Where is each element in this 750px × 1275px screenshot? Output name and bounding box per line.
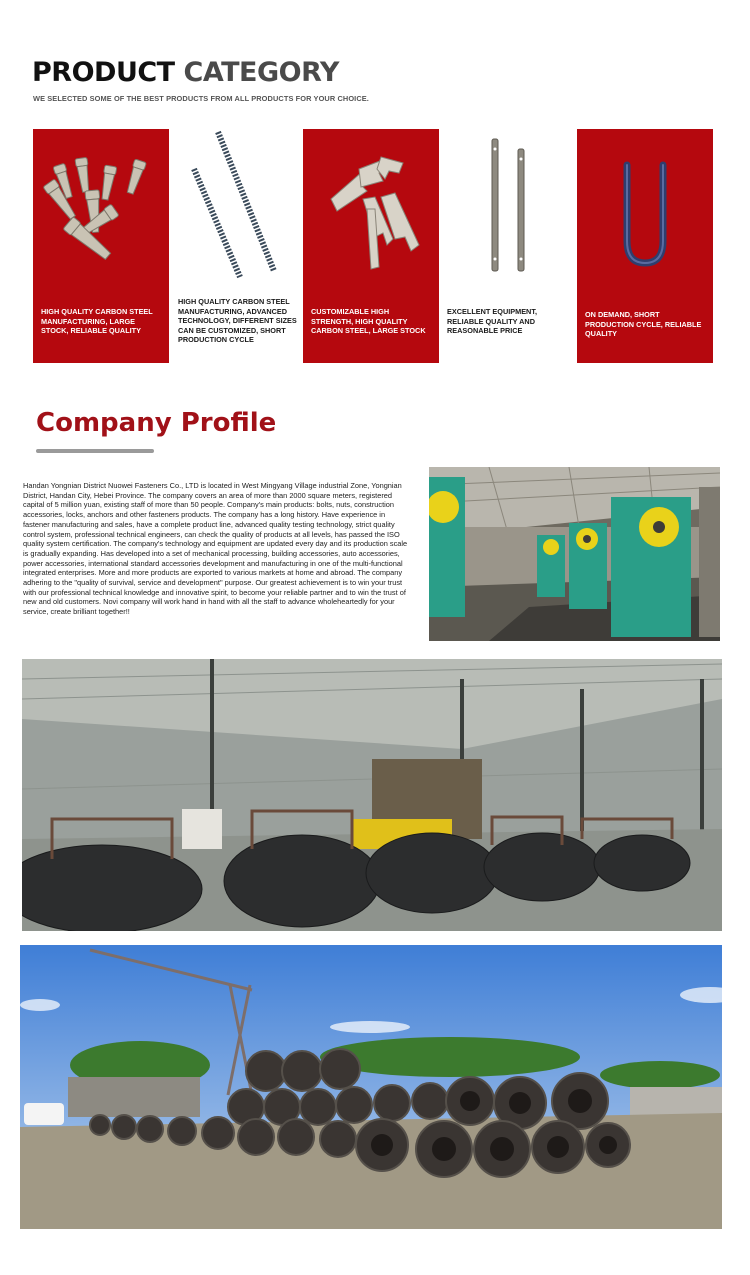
- u-bolt-image: [577, 129, 713, 294]
- product-card-2[interactable]: [170, 129, 306, 363]
- flat-ties-image: [439, 129, 575, 294]
- title-word-category: CATEGORY: [183, 57, 339, 88]
- outdoor-coils-photo: [20, 945, 722, 1229]
- product-caption-3: CUSTOMIZABLE HIGH STRENGTH, HIGH QUALITY CARBON STEEL, LARGE STOCK: [311, 307, 426, 335]
- company-description: Handan Yongnian District Nuowei Fasteners Co., LTD is located in West Mingyang Village industrial Zone, Yongnian District, Handan City, Hebei Province. The company covers an area of more than 2000 square meters, registered capital of 5 million yuan, existing staff of more than 50 people. Company's main products: bolts, nuts, construction accessories, locks, anchors and other fasteners products. The company has a long history. Have experience in fastener manufacturing and sales, have a complete product line, advanced quality testing technology, strict quality control system, professional technical engineers, can check the quality of products at all levels, has passed the ISO quality system certification. The company's technology and equipment are updated every day and its production scale is gradually expanding. Has developed into a set of mechanical processing, building accessories, auto accessories, power accessories, international standard accessories development and manufacturing in one of the multi-functional integrated enterprises. More and more products are exported to various markets at home and abroad. The company adhering to the "quality of survival, service and development" purpose. Our greatest achievement is to win your trust with our professional technical knowledge and innovative spirit, to become your reliable partner and to win the trust of new and old customers. Novi company will work hand in hand with all the staff to advance wholeheartedly for your service, create brilliant together!!: [23, 481, 408, 617]
- product-card-1[interactable]: [33, 129, 169, 363]
- product-caption-5: ON DEMAND, SHORT PRODUCTION CYCLE, RELIABLE QUALITY: [585, 310, 702, 338]
- wall-ties-image: [303, 129, 439, 294]
- product-card-5[interactable]: [577, 129, 713, 363]
- warehouse-coils-photo: [22, 659, 722, 931]
- product-caption-2: HIGH QUALITY CARBON STEEL MANUFACTURING, ADVANCED TECHNOLOGY, DIFFERENT SIZES CAN BE CUSTOMIZED, SHORT PRODUCTION CYCLE: [178, 297, 297, 344]
- title-underline: [36, 449, 154, 453]
- product-category-title: [32, 58, 339, 88]
- company-profile-title: Company Profile: [36, 408, 277, 438]
- title-word-product: PRODUCT: [32, 57, 175, 88]
- product-card-3[interactable]: [303, 129, 439, 363]
- cone-bolts-image: [33, 129, 169, 294]
- product-caption-1: HIGH QUALITY CARBON STEEL MANUFACTURING, LARGE STOCK, RELIABLE QUALITY: [41, 307, 153, 335]
- product-card-4[interactable]: [439, 129, 575, 363]
- product-category-subtitle: WE SELECTED SOME OF THE BEST PRODUCTS FROM ALL PRODUCTS FOR YOUR CHOICE.: [33, 94, 369, 103]
- threaded-rods-image: [170, 129, 306, 294]
- factory-machines-photo: [429, 467, 720, 641]
- product-caption-4: EXCELLENT EQUIPMENT, RELIABLE QUALITY AND REASONABLE PRICE: [447, 307, 538, 335]
